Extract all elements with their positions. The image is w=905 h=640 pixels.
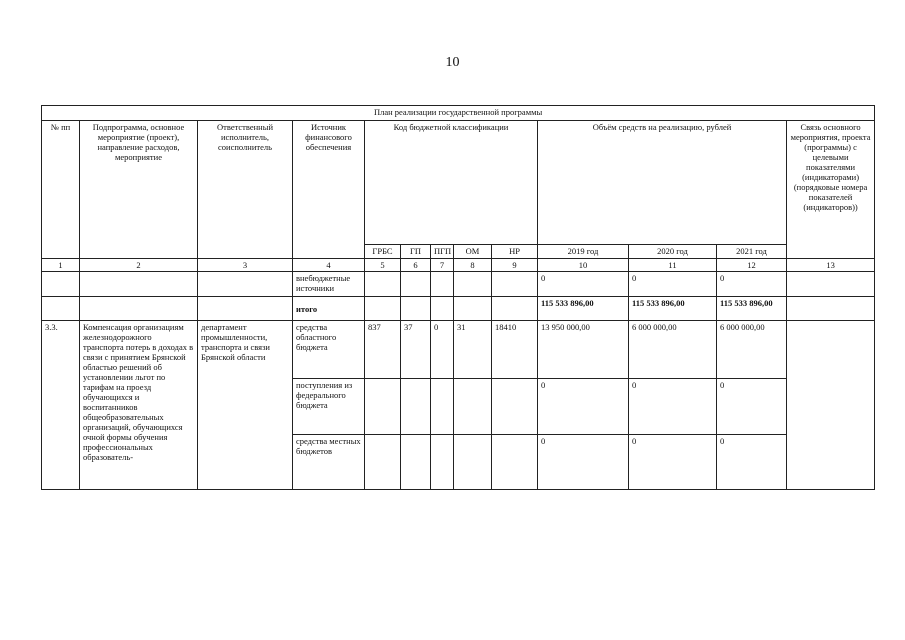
- header-funding: Объём средств на реализацию, рублей: [538, 121, 787, 245]
- source-cell: средства местных бюджетов: [293, 435, 365, 490]
- gp-cell: [401, 435, 431, 490]
- col-number: 8: [454, 259, 492, 272]
- np-cell: [492, 272, 538, 297]
- amount-2020: 0: [629, 435, 717, 490]
- om-cell: [454, 435, 492, 490]
- amount-2019: 0: [538, 272, 629, 297]
- col-number: 1: [42, 259, 80, 272]
- col-number: 7: [431, 259, 454, 272]
- col-number: 12: [717, 259, 787, 272]
- amount-2021: 115 533 896,00: [717, 297, 787, 321]
- header-source: Источник финансового обеспечения: [293, 121, 365, 259]
- header-link: Связь основного мероприятия, проекта (программы) с целевыми показателями (индикаторами) (порядковые номера показателей (индикаторов)): [787, 121, 875, 259]
- gp-cell: [401, 297, 431, 321]
- col-number: 13: [787, 259, 875, 272]
- source-cell: внебюджетные источники: [293, 272, 365, 297]
- table-title: План реализации государственной программы: [42, 106, 875, 121]
- amount-2019: 0: [538, 379, 629, 435]
- amount-2019: 13 950 000,00: [538, 321, 629, 379]
- amount-2020: 115 533 896,00: [629, 297, 717, 321]
- om-cell: [454, 272, 492, 297]
- om-cell: 31: [454, 321, 492, 379]
- plan-table: [41, 105, 875, 490]
- table-row: [42, 321, 875, 379]
- item-subprogram: Компенсация организациям железнодорожного транспорта потерь в доходах в связи с принятием Брянской областью решений об установлении льгот по тарифам на проезд обучающихся и воспитанников общеобразовательных организаций, обучающихся очной формы обучения профессиональных образователь-: [80, 321, 198, 490]
- pgp-cell: [431, 379, 454, 435]
- np-cell: [492, 297, 538, 321]
- grbs-cell: 837: [365, 321, 401, 379]
- header-budget-code: Код бюджетной классификации: [365, 121, 538, 245]
- col-number: 4: [293, 259, 365, 272]
- gp-cell: [401, 272, 431, 297]
- header-executor: Ответственный исполнитель, соисполнитель: [198, 121, 293, 259]
- col-number: 10: [538, 259, 629, 272]
- header-grbs: ГРБС: [365, 245, 401, 259]
- amount-2019: 115 533 896,00: [538, 297, 629, 321]
- header-2021: 2021 год: [717, 245, 787, 259]
- amount-2019: 0: [538, 435, 629, 490]
- source-cell: итого: [293, 297, 365, 321]
- header-pgp: ПГП: [431, 245, 454, 259]
- amount-2020: 0: [629, 379, 717, 435]
- amount-2020: 6 000 000,00: [629, 321, 717, 379]
- pgp-cell: [431, 297, 454, 321]
- pgp-cell: [431, 272, 454, 297]
- source-cell: средства областного бюджета: [293, 321, 365, 379]
- np-cell: [492, 379, 538, 435]
- amount-2021: 0: [717, 379, 787, 435]
- pgp-cell: [431, 435, 454, 490]
- header-subprogram: Подпрограмма, основное мероприятие (проект), направление расходов, мероприятие: [80, 121, 198, 259]
- np-cell: [492, 435, 538, 490]
- amount-2021: 0: [717, 435, 787, 490]
- amount-2021: 6 000 000,00: [717, 321, 787, 379]
- gp-cell: [401, 379, 431, 435]
- col-number: 11: [629, 259, 717, 272]
- grbs-cell: [365, 379, 401, 435]
- item-executor: департамент промышленности, транспорта и связи Брянской области: [198, 321, 293, 490]
- header-2019: 2019 год: [538, 245, 629, 259]
- amount-2020: 0: [629, 272, 717, 297]
- table-row: [42, 297, 875, 321]
- header-gp: ГП: [401, 245, 431, 259]
- source-cell: поступления из федерального бюджета: [293, 379, 365, 435]
- header-num: № пп: [42, 121, 80, 259]
- page-number: 10: [445, 55, 460, 70]
- header-np: НР: [492, 245, 538, 259]
- header-om: ОМ: [454, 245, 492, 259]
- table-row: [42, 272, 875, 297]
- grbs-cell: [365, 272, 401, 297]
- gp-cell: 37: [401, 321, 431, 379]
- col-number: 3: [198, 259, 293, 272]
- item-number: 3.3.: [42, 321, 80, 490]
- np-cell: 18410: [492, 321, 538, 379]
- col-number: 5: [365, 259, 401, 272]
- col-number: 9: [492, 259, 538, 272]
- col-number: 2: [80, 259, 198, 272]
- grbs-cell: [365, 297, 401, 321]
- grbs-cell: [365, 435, 401, 490]
- col-number: 6: [401, 259, 431, 272]
- om-cell: [454, 297, 492, 321]
- amount-2021: 0: [717, 272, 787, 297]
- pgp-cell: 0: [431, 321, 454, 379]
- header-2020: 2020 год: [629, 245, 717, 259]
- om-cell: [454, 379, 492, 435]
